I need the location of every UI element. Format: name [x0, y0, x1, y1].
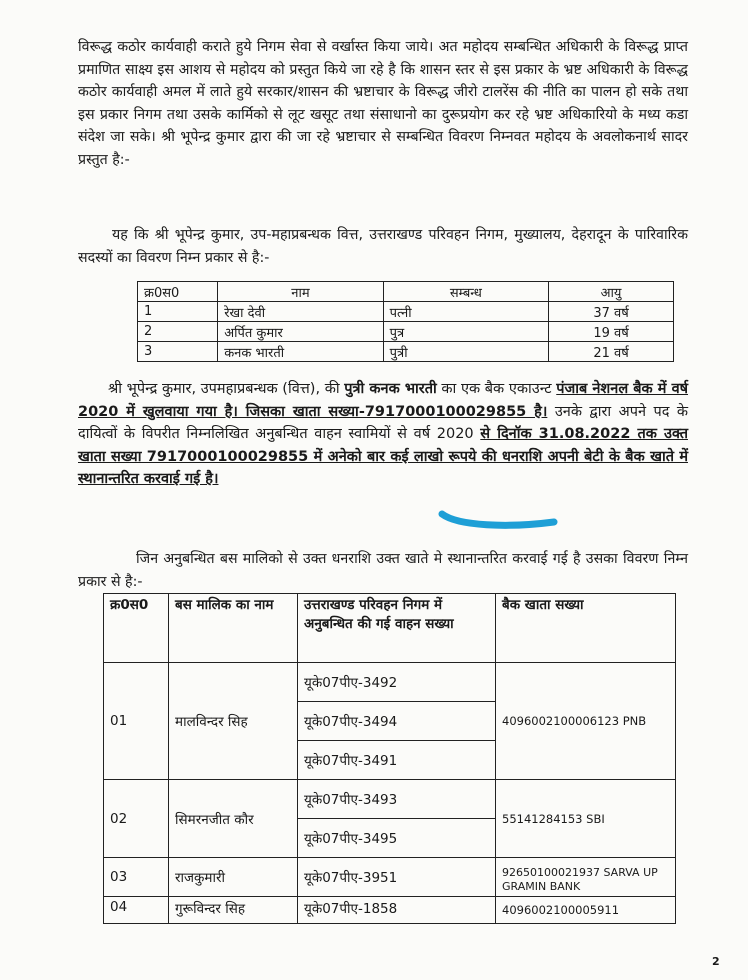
cell-account: 92650100021937 SARVA UP GRAMIN BANK: [496, 858, 676, 897]
paragraph-1: विरूद्ध कठोर कार्यवाही कराते हुये निगम सेवा से वर्खास्त किया जाये। अत महोदय सम्बन्धित अधिकारी के विरूद्ध प्राप्त प्रमाणित साक्ष्य इस आशय से महोदय को प्रस्तुत किये जा रहे है कि शासन स्तर से इस प्रकार के भ्रष्ट अधिकारी के विरूद्ध कठोर कार्यवाही अमल में लाते हुये सरकार/शासन की भ्रष्टाचार के विरूद्ध जीरो टालरेंस की नीति का पालन हो सके तथा इस प्रकार निगम तथा उसके कार्मिको से लूट खसूट तथा संसाधानो का दुरूप्रयोग कर रहे भ्रष्ट अधिकारियो के मध्य कडा संदेश जा सके। श्री भूपेन्द्र कुमार द्वारा की जा रहे भ्रष्टाचार से सम्बन्धित विवरण निम्नवत महोदय के अवलोकनार्थ सादर प्रस्तुत है:-: [78, 39, 688, 168]
cell-sno: 1: [138, 302, 218, 322]
header-name: नाम: [218, 282, 383, 302]
cell-owner: गुरूविन्दर सिह: [169, 897, 298, 924]
header-owner: बस मालिक का नाम: [169, 594, 298, 663]
cell-sno: 04: [104, 897, 169, 924]
para3-part-a: श्री भूपेन्द्र कुमार, उपमहाप्रबन्धक (वित्त), की: [108, 381, 345, 397]
cell-sno: 03: [104, 858, 169, 897]
header-sno: क्र0स0: [104, 594, 169, 663]
cell-name: रेखा देवी: [218, 302, 383, 322]
header-relation: सम्बन्ध: [383, 282, 548, 302]
cell-relation: पुत्री: [383, 342, 548, 362]
table-row: [138, 302, 674, 322]
page-number: 2: [712, 955, 720, 968]
cell-relation: पत्नी: [383, 302, 548, 322]
table-row: [104, 663, 676, 702]
paragraph-2: यह कि श्री भूपेन्द्र कुमार, उप-महाप्रबन्धक वित्त, उत्तराखण्ड परिवहन निगम, मुख्यालय, देहरादून के पारिवारिक सदस्यों का विवरण निम्न प्रकार से है:-: [78, 227, 688, 266]
cell-account: 4096002100005911: [496, 897, 676, 924]
cell-age: 19 वर्ष: [549, 322, 674, 342]
para3-part-e: उनके द्वारा अपने पद के दायित्वों के विपरीत निम्नलिखित अनुबन्धित वाहन स्वामियों से वर्ष 2020: [78, 403, 689, 442]
cell-vehicle: यूके07पीए-3495: [298, 819, 496, 858]
paragraph-3: [78, 378, 688, 491]
cell-relation: पुत्र: [383, 322, 548, 342]
para3-bank-account: पंजाब नेशनल बैक में वर्ष 2020 में खुलवाया गया है। जिसका खाता सख्या-7917000100029855 है।: [78, 381, 689, 420]
cell-owner: राजकुमारी: [169, 858, 298, 897]
table-row: [104, 858, 676, 897]
para3-part-c: का एक बैक एकाउन्ट: [436, 381, 557, 397]
table-header-row: [138, 282, 674, 302]
header-account: बैक खाता सख्या: [496, 594, 676, 663]
cell-age: 21 वर्ष: [549, 342, 674, 362]
cell-account: 4096002100006123 PNB: [496, 663, 676, 780]
table-row: [138, 342, 674, 362]
para3-daughter-name: पुत्री कनक भारती: [344, 381, 437, 397]
cell-age: 37 वर्ष: [549, 302, 674, 322]
table-row: [104, 780, 676, 819]
table-header-row: [104, 594, 676, 663]
cell-sno: 3: [138, 342, 218, 362]
family-table: [137, 281, 674, 362]
cell-vehicle: यूके07पीए-3493: [298, 780, 496, 819]
cell-vehicle: यूके07पीए-1858: [298, 897, 496, 924]
header-age: आयु: [549, 282, 674, 302]
cell-account: 55141284153 SBI: [496, 780, 676, 858]
cell-owner: सिमरनजीत कौर: [169, 780, 298, 858]
cell-sno: 01: [104, 663, 169, 780]
cell-vehicle: यूके07पीए-3494: [298, 702, 496, 741]
highlight-stroke-mark: [438, 508, 558, 530]
para3-transfer-details: से दिनॉक 31.08.2022 तक उक्त खाता सख्या 7917000100029855 में अनेको बार कई लाखो रूपये की धनराशि अपनी बेटी के बैक खाते में स्थानान्तरित करवाई गई है।: [78, 426, 688, 487]
cell-owner: मालविन्दर सिह: [169, 663, 298, 780]
table-row: [138, 322, 674, 342]
cell-vehicle: यूके07पीए-3491: [298, 741, 496, 780]
cell-sno: 2: [138, 322, 218, 342]
cell-vehicle: यूके07पीए-3492: [298, 663, 496, 702]
cell-vehicle: यूके07पीए-3951: [298, 858, 496, 897]
header-vehicle: उत्तराखण्ड परिवहन निगम में अनुबन्धित की गई वाहन सख्या: [298, 594, 496, 663]
cell-name: कनक भारती: [218, 342, 383, 362]
table-row: [104, 897, 676, 924]
cell-name: अर्पित कुमार: [218, 322, 383, 342]
paragraph-4: जिन अनुबन्धित बस मालिको से उक्त धनराशि उक्त खाते मे स्थानान्तरित करवाई गई है उसका विवरण निम्न प्रकार से है:-: [78, 551, 688, 590]
owner-table: [103, 593, 676, 924]
cell-sno: 02: [104, 780, 169, 858]
header-sno: क्र0स0: [138, 282, 218, 302]
